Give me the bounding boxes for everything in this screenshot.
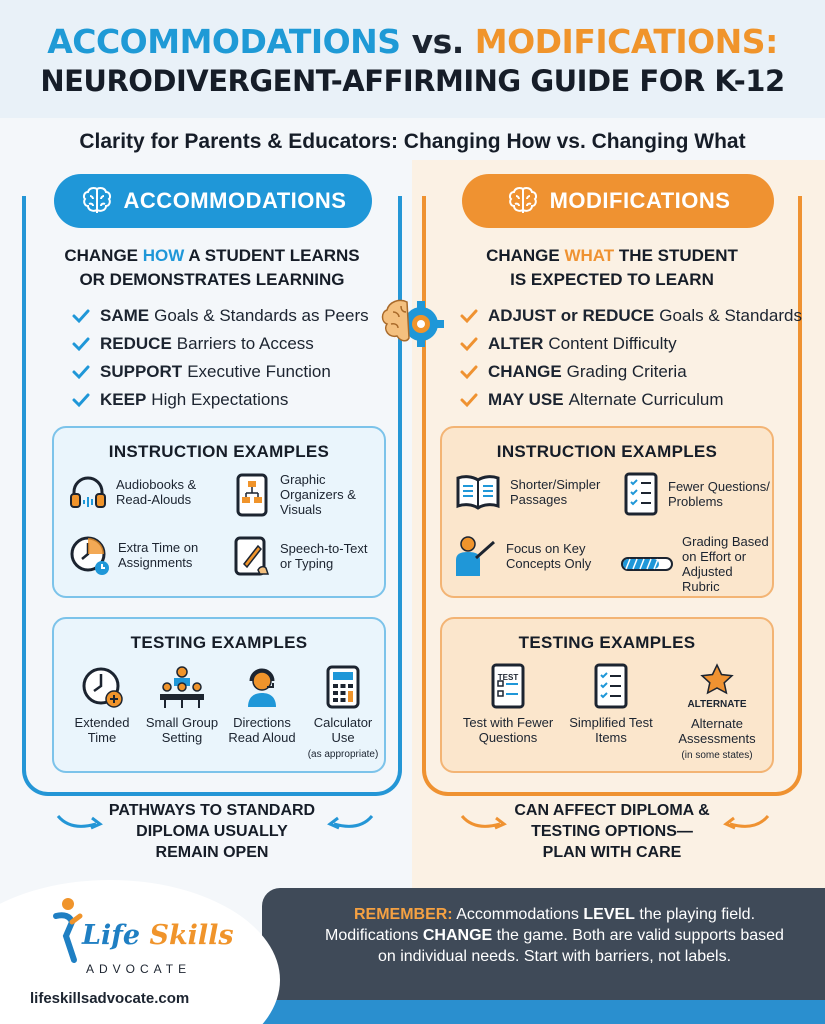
list-item xyxy=(458,358,802,386)
testing-item xyxy=(458,663,558,745)
check-icon xyxy=(70,333,92,355)
testing-item xyxy=(662,663,772,763)
check-icon xyxy=(458,389,480,411)
check-key: MAY USE xyxy=(488,390,564,409)
footer-line: PLAN WITH CARE xyxy=(542,844,682,861)
definition-key: HOW xyxy=(142,246,185,265)
item-label: Focus on Key Concepts Only xyxy=(506,541,592,571)
title-modifications: MODIFICATIONS: xyxy=(474,22,778,61)
list-item xyxy=(458,330,802,358)
remember-label: REMEMBER: xyxy=(353,906,453,923)
brain-icon xyxy=(80,184,114,218)
item-label: Test with Fewer Questions xyxy=(462,715,554,745)
definition-text: THE STUDENT xyxy=(614,246,738,265)
modifications-label: MODIFICATIONS xyxy=(549,188,731,213)
definition-text: CHANGE xyxy=(64,246,143,265)
check-key: SAME xyxy=(100,306,150,325)
accommodations-instruction-box xyxy=(52,426,386,598)
box-title: INSTRUCTION EXAMPLES xyxy=(108,442,330,461)
modifications-checklist xyxy=(458,302,802,414)
list-item xyxy=(70,302,369,330)
list-item xyxy=(70,330,369,358)
item-label: Graphic Organizers & Visuals xyxy=(280,472,356,517)
accommodations-checklist xyxy=(70,302,369,414)
testing-item xyxy=(566,663,656,745)
testing-item xyxy=(302,665,384,762)
brand-logo xyxy=(82,920,234,951)
item-label: Alternate Assessments xyxy=(678,716,756,746)
small-group-icon xyxy=(157,665,207,709)
instruction-item xyxy=(232,534,382,578)
definition-key: WHAT xyxy=(564,246,615,265)
test-badge: TEST xyxy=(497,673,519,682)
definition-text: OR DEMONSTRATES LEARNING xyxy=(79,270,345,289)
item-label: Shorter/Simpler Passages xyxy=(510,477,601,507)
check-icon xyxy=(70,305,92,327)
check-icon xyxy=(70,389,92,411)
brain-gear-icon xyxy=(379,294,447,354)
remember-line xyxy=(302,904,807,925)
instruction-item xyxy=(232,472,382,517)
modifications-instruction-box xyxy=(440,426,774,598)
check-key: ADJUST or REDUCE xyxy=(488,306,655,325)
item-label: Directions Read Aloud xyxy=(228,715,296,745)
footer-line: CAN AFFECT DIPLOMA & xyxy=(514,802,710,819)
definition-text: IS EXPECTED TO LEARN xyxy=(510,270,714,289)
teacher-pointer-icon xyxy=(454,534,498,578)
list-item xyxy=(458,386,802,414)
runner-logo-icon xyxy=(48,896,84,966)
accommodations-testing-box xyxy=(52,617,386,773)
item-label: Speech-to-Text or Typing xyxy=(280,541,368,571)
check-text: Executive Function xyxy=(187,362,331,381)
simplified-test-icon xyxy=(593,663,629,709)
headphones-icon xyxy=(68,472,108,512)
item-label: Small Group Setting xyxy=(145,715,219,745)
instruction-item xyxy=(454,534,624,578)
item-label: Extended Time xyxy=(74,715,130,745)
check-key: SUPPORT xyxy=(100,362,183,381)
instruction-item xyxy=(454,474,614,510)
definition-text: CHANGE xyxy=(486,246,565,265)
testing-note: (as appropriate) xyxy=(307,749,379,760)
footer-line: DIPLOMA USUALLY xyxy=(136,823,288,840)
check-icon xyxy=(458,305,480,327)
instruction-item xyxy=(68,534,228,576)
clock-icon xyxy=(68,534,110,576)
test-sheet-icon xyxy=(490,663,526,709)
check-icon xyxy=(70,361,92,383)
accommodations-pill xyxy=(54,174,372,228)
box-title: TESTING EXAMPLES xyxy=(130,633,308,652)
remember-panel xyxy=(262,888,825,1000)
check-text: Grading Criteria xyxy=(566,362,687,381)
check-key: KEEP xyxy=(100,390,147,409)
footer-line: PATHWAYS TO STANDARD xyxy=(108,802,316,819)
check-text: Content Difficulty xyxy=(548,334,677,353)
header xyxy=(0,0,825,118)
remember-text: the game. Both are valid supports based xyxy=(492,927,784,944)
modifications-testing-box xyxy=(440,617,774,773)
definition-text: A STUDENT LEARNS xyxy=(184,246,360,265)
item-label: Grading Based on Effort or Adjusted Rubric xyxy=(682,534,769,594)
item-label: Fewer Questions/ Problems xyxy=(668,479,770,509)
clock-plus-icon xyxy=(80,665,124,709)
check-key: CHANGE xyxy=(488,362,562,381)
calculator-icon xyxy=(325,665,361,709)
instruction-item xyxy=(622,472,772,516)
check-key: REDUCE xyxy=(100,334,172,353)
item-label: Simplified Test Items xyxy=(569,715,653,745)
page-title-line2: NEURODIVERGENT-AFFIRMING GUIDE FOR K-12 xyxy=(40,64,785,98)
testing-item xyxy=(62,665,142,745)
list-item xyxy=(70,358,369,386)
tablet-diagram-icon xyxy=(232,473,272,517)
check-text: Barriers to Access xyxy=(176,334,314,353)
arrow-right-icon xyxy=(56,812,104,834)
arrow-left-icon xyxy=(722,812,770,834)
remember-line: on individual needs. Start with barriers, not labels. xyxy=(377,948,732,965)
check-text: Goals & Standards as Peers xyxy=(154,306,369,325)
modifications-pill xyxy=(462,174,774,228)
page-subtitle: Clarity for Parents & Educators: Changing How vs. Changing What xyxy=(79,130,746,153)
brand-advocate: ADVOCATE xyxy=(86,962,192,976)
testing-item xyxy=(142,665,222,745)
instruction-item xyxy=(68,472,218,512)
alternate-badge: ALTERNATE xyxy=(687,699,747,710)
list-item xyxy=(70,386,369,414)
checklist-doc-icon xyxy=(622,472,660,516)
brand-skills: Skills xyxy=(149,920,234,951)
website-url[interactable]: lifeskillsadvocate.com xyxy=(30,990,190,1007)
arrow-right-icon xyxy=(460,812,508,834)
check-key: ALTER xyxy=(488,334,544,353)
title-accommodations: ACCOMMODATIONS xyxy=(47,22,401,61)
footer-line: TESTING OPTIONS— xyxy=(531,823,693,840)
box-title: TESTING EXAMPLES xyxy=(518,633,696,652)
accommodations-definition xyxy=(22,244,402,292)
title-vs: vs. xyxy=(411,22,464,61)
remember-key: CHANGE xyxy=(422,927,493,944)
brand-life: Life xyxy=(82,920,141,951)
box-title: INSTRUCTION EXAMPLES xyxy=(496,442,718,461)
testing-note: (in some states) xyxy=(681,750,753,761)
check-icon xyxy=(458,333,480,355)
star-icon xyxy=(700,663,734,695)
check-icon xyxy=(458,361,480,383)
accommodations-label: ACCOMMODATIONS xyxy=(123,188,347,213)
check-text: High Expectations xyxy=(151,390,289,409)
item-label: Audiobooks & Read-Alouds xyxy=(116,477,197,507)
remember-text: Accommodations xyxy=(452,906,584,923)
brain-icon xyxy=(506,184,540,218)
remember-text: the playing field. xyxy=(634,906,756,923)
testing-item xyxy=(222,665,302,745)
modifications-definition xyxy=(422,244,802,292)
item-label: Calculator Use xyxy=(313,715,373,745)
open-book-icon xyxy=(454,474,502,510)
check-text: Goals & Standards xyxy=(659,306,802,325)
remember-key: LEVEL xyxy=(583,906,635,923)
list-item xyxy=(458,302,802,330)
instruction-item xyxy=(620,534,772,594)
footer-line: REMAIN OPEN xyxy=(155,844,269,861)
headset-person-icon xyxy=(240,665,284,709)
check-text: Alternate Curriculum xyxy=(568,390,724,409)
arrow-left-icon xyxy=(326,812,374,834)
item-label: Extra Time on Assignments xyxy=(118,540,199,570)
remember-text: Modifications xyxy=(325,927,423,944)
page-title xyxy=(0,22,825,62)
tablet-stylus-icon xyxy=(232,534,272,578)
progress-bar-icon xyxy=(620,554,674,574)
remember-line xyxy=(302,925,807,946)
